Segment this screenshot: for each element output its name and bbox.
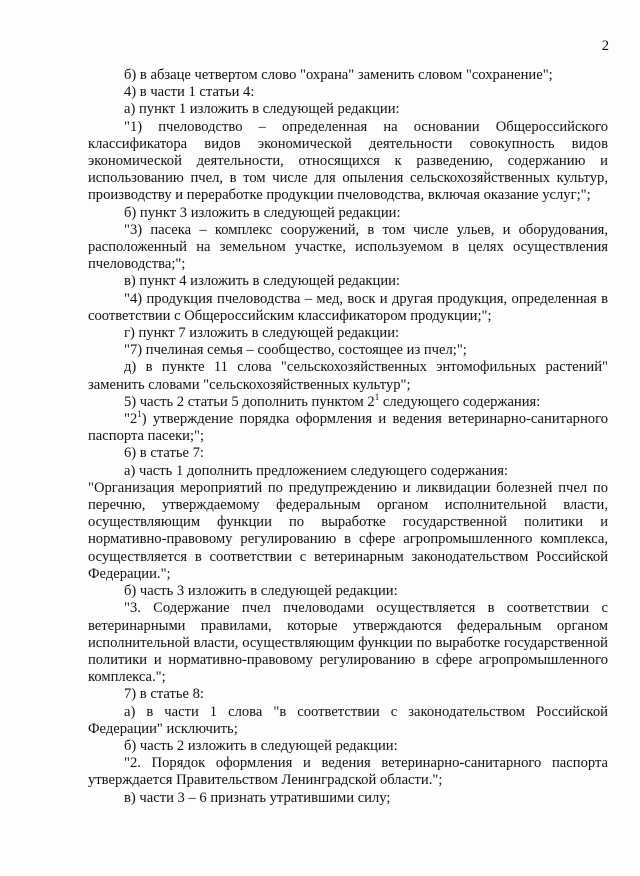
paragraph-21: "2. Порядок оформления и ведения ветеринарно-санитарного паспорта утверждается Правительством Ленинградской области."; [88, 755, 608, 789]
paragraph-20: б) часть 2 изложить в следующей редакции: [124, 737, 398, 754]
paragraph-11-after: следующего содержания: [379, 393, 541, 410]
paragraph-1: 4) в части 1 статьи 4: [124, 84, 255, 101]
paragraph-19: а) в части 1 слова "в соответствии с законодательством Российской Федерации" исключить; [88, 703, 608, 737]
paragraph-17: "3. Содержание пчел пчеловодами осуществляется в соответствии с ветеринарными правилами, которые утверждаются федеральным органом исполнительной власти, осуществляющим функции по выработке государственной политики и нормативно-правовому регулированию в сфере агропромышленного комплекса."; [88, 600, 608, 686]
paragraph-5: "3) пасека – комплекс сооружений, в том числе ульев, и оборудования, расположенный на земельном участке, используемом в целях осуществления пчеловодства;"; [88, 221, 608, 273]
paragraph-12 [88, 411, 608, 445]
superscript: 1 [374, 391, 380, 402]
paragraph-8: г) пункт 7 изложить в следующей редакции: [124, 325, 400, 342]
paragraph-7: "4) продукция пчеловодства – мед, воск и другая продукция, определенная в соответствии с Общероссийским классификатором продукции;"; [88, 290, 608, 324]
paragraph-11-text: 5) часть 2 статьи 5 дополнить пунктом 2 [124, 393, 375, 410]
paragraph-0: б) в абзаце четвертом слово "охрана" заменить словом "сохранение"; [124, 67, 553, 83]
paragraph-10: д) в пункте 11 слова "сельскохозяйственных энтомофильных растений" заменить словами "сельскохозяйственных культур"; [88, 359, 608, 393]
document-body [88, 67, 608, 807]
paragraph-6: в) пункт 4 изложить в следующей редакции: [124, 273, 400, 290]
paragraph-12-after: ) утверждение порядка оформления и ведения ветеринарно-санитарного паспорта пасеки;"; [88, 411, 608, 445]
page-number: 2 [601, 38, 609, 54]
paragraph-14: а) часть 1 дополнить предложением следующего содержания: [124, 462, 508, 479]
paragraph-13: 6) в статье 7: [124, 445, 204, 462]
paragraph-22: в) части 3 – 6 признать утратившими силу; [124, 789, 391, 806]
paragraph-12-text: "2 [124, 411, 138, 428]
paragraph-2: а) пункт 1 изложить в следующей редакции: [124, 101, 400, 118]
paragraph-3: "1) пчеловодство – определенная на основании Общероссийского классификатора видов экономической деятельности совокупность видов экономической деятельности, относящихся к разведению, содержанию и использованию пчел, в том числе для опыления сельскохозяйственных культур, производству и переработке продукции пчеловодства, включая оказание услуг;"; [88, 118, 608, 204]
superscript: 1 [137, 409, 142, 420]
paragraph-11 [88, 391, 608, 411]
paragraph-18: 7) в статье 8: [124, 686, 204, 703]
paragraph-16: б) часть 3 изложить в следующей редакции: [124, 583, 398, 600]
paragraph-9: "7) пчелиная семья – сообщество, состоящее из пчел;"; [124, 342, 467, 359]
paragraph-15: "Организация мероприятий по предупреждению и ликвидации болезней пчел по перечню, утверждаемому федеральным органом исполнительной власти, осуществляющим функции по выработке государственной политики и нормативно-правовому регулированию в сфере агропромышленного комплекса, осуществляется в соответствии с ветеринарным законодательством Российской Федерации."; [88, 479, 608, 582]
paragraph-4: б) пункт 3 изложить в следующей редакции: [124, 204, 401, 221]
